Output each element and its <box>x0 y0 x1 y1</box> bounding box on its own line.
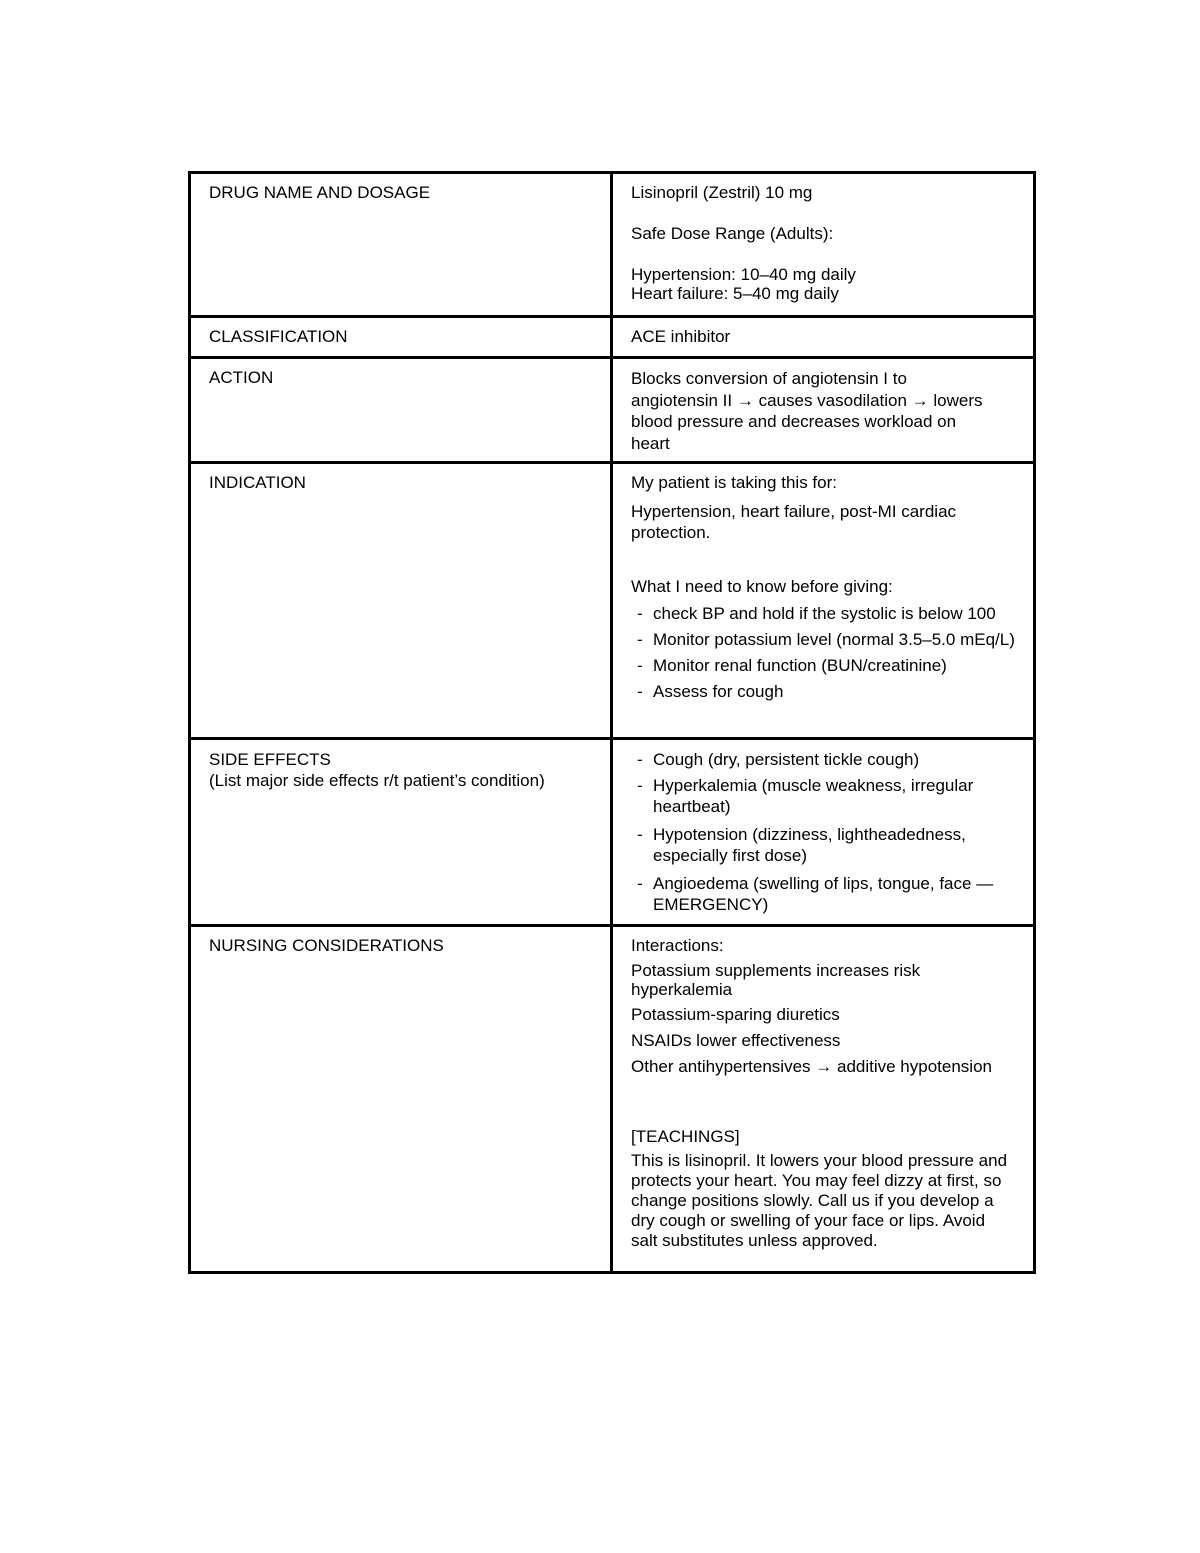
before-giving-item: Monitor potassium level (normal 3.5–5.0 mEq/L) <box>653 630 1015 649</box>
teaching-line: dry cough or swelling of your face or lips. Avoid <box>631 1211 986 1230</box>
side-effect-line: Cough (dry, persistent tickle cough) <box>653 750 920 769</box>
list-item: - Hypotension (dizziness, lightheadedness, especially first dose) <box>631 824 1025 866</box>
before-giving-title: What I need to know before giving: <box>631 577 893 596</box>
drug-name-label: DRUG NAME AND DOSAGE <box>209 183 431 202</box>
side-effect-line: Hyperkalemia (muscle weakness, irregular <box>653 776 974 795</box>
interaction-line: Potassium supplements increases risk <box>631 961 921 980</box>
teaching-line: salt substitutes unless approved. <box>631 1231 878 1250</box>
range-hypertension: Hypertension: 10–40 mg daily <box>631 265 856 284</box>
action-line: angiotensin II → causes vasodilation → lowers <box>631 390 983 410</box>
list-item: - Hyperkalemia (muscle weakness, irregular heartbeat) <box>631 775 1025 817</box>
teaching-line: protects your heart. You may feel dizzy at first, so <box>631 1171 1002 1190</box>
side-effect-line: especially first dose) <box>653 846 808 865</box>
action-line: heart <box>631 433 670 453</box>
classification-label-cell <box>191 318 613 356</box>
list-item: - Angioedema (swelling of lips, tongue, face — EMERGENCY) <box>631 873 1025 915</box>
row-drug-name <box>191 174 1033 315</box>
interactions-title: Interactions: <box>631 936 724 955</box>
row-classification <box>191 315 1033 356</box>
list-item: - Monitor potassium level (normal 3.5–5.0 mEq/L) <box>637 630 1015 649</box>
indication-label: INDICATION <box>209 473 306 492</box>
teachings-text <box>631 1151 1025 1251</box>
interactions-list <box>631 961 1025 1077</box>
side-effects-sublabel: (List major side effects r/t patient’s condition) <box>209 771 545 790</box>
indication-label-cell <box>191 464 613 737</box>
before-giving-list <box>631 604 1025 702</box>
interaction-item <box>631 1057 1025 1077</box>
row-indication <box>191 461 1033 737</box>
side-effect-line: heartbeat) <box>653 797 731 816</box>
teaching-line: This is lisinopril. It lowers your blood pressure and <box>631 1151 1008 1170</box>
classification-value: ACE inhibitor <box>631 327 731 346</box>
drug-name-label-cell <box>191 174 613 315</box>
row-action <box>191 356 1033 461</box>
drug-card-table <box>188 171 1036 1274</box>
action-value-cell <box>613 359 1033 461</box>
side-effect-line: Angioedema (swelling of lips, tongue, face — <box>653 874 994 893</box>
side-effects-label: SIDE EFFECTS <box>209 750 331 769</box>
list-item: - Cough (dry, persistent tickle cough) <box>631 749 1025 770</box>
classification-value-cell <box>613 318 1033 356</box>
side-effects-value-cell <box>613 740 1033 924</box>
action-line: blood pressure and decreases workload on <box>631 412 957 431</box>
row-side-effects <box>191 737 1033 924</box>
side-effect-line: EMERGENCY) <box>653 895 769 914</box>
taking-for-title: My patient is taking this for: <box>631 473 837 492</box>
side-effect-line: Hypotension (dizziness, lightheadedness, <box>653 825 966 844</box>
teachings-title: [TEACHINGS] <box>631 1127 740 1146</box>
interaction-line: Potassium-sparing diuretics <box>631 1005 840 1024</box>
drug-name-value-cell <box>613 174 1033 315</box>
taking-for-line: Hypertension, heart failure, post-MI cardiac <box>631 502 957 521</box>
before-giving-item: check BP and hold if the systolic is below 100 <box>653 604 996 623</box>
interaction-line: hyperkalemia <box>631 980 733 999</box>
interaction-item <box>631 1005 1025 1025</box>
list-item: - check BP and hold if the systolic is below 100 <box>637 604 996 623</box>
classification-label: CLASSIFICATION <box>209 327 348 346</box>
action-line: Blocks conversion of angiotensin I to <box>631 369 907 388</box>
indication-value-cell <box>613 464 1033 737</box>
taking-for-text <box>631 501 1025 543</box>
list-item: - Monitor renal function (BUN/creatinine) <box>637 656 947 675</box>
action-label: ACTION <box>209 368 274 387</box>
action-label-cell <box>191 359 613 461</box>
list-item: - Assess for cough <box>637 682 784 701</box>
interaction-line: NSAIDs lower effectiveness <box>631 1031 841 1050</box>
side-effects-label-cell <box>191 740 613 924</box>
range-heart-failure: Heart failure: 5–40 mg daily <box>631 284 839 303</box>
nursing-value-cell <box>613 927 1033 1271</box>
safe-range-title: Safe Dose Range (Adults): <box>631 224 834 243</box>
drug-name: Lisinopril (Zestril) 10 mg <box>631 183 813 202</box>
nursing-label-cell <box>191 927 613 1271</box>
taking-for-line: protection. <box>631 523 711 542</box>
row-nursing-considerations <box>191 924 1033 1271</box>
interaction-item <box>631 1031 1025 1051</box>
before-giving-item: Monitor renal function (BUN/creatinine) <box>653 656 947 675</box>
before-giving-item: Assess for cough <box>653 682 784 701</box>
side-effects-list <box>631 749 1025 915</box>
interaction-line: Other antihypertensives → additive hypotension <box>631 1057 992 1076</box>
interaction-item <box>631 961 1025 999</box>
teaching-line: change positions slowly. Call us if you develop a <box>631 1191 994 1210</box>
nursing-label: NURSING CONSIDERATIONS <box>209 936 444 955</box>
